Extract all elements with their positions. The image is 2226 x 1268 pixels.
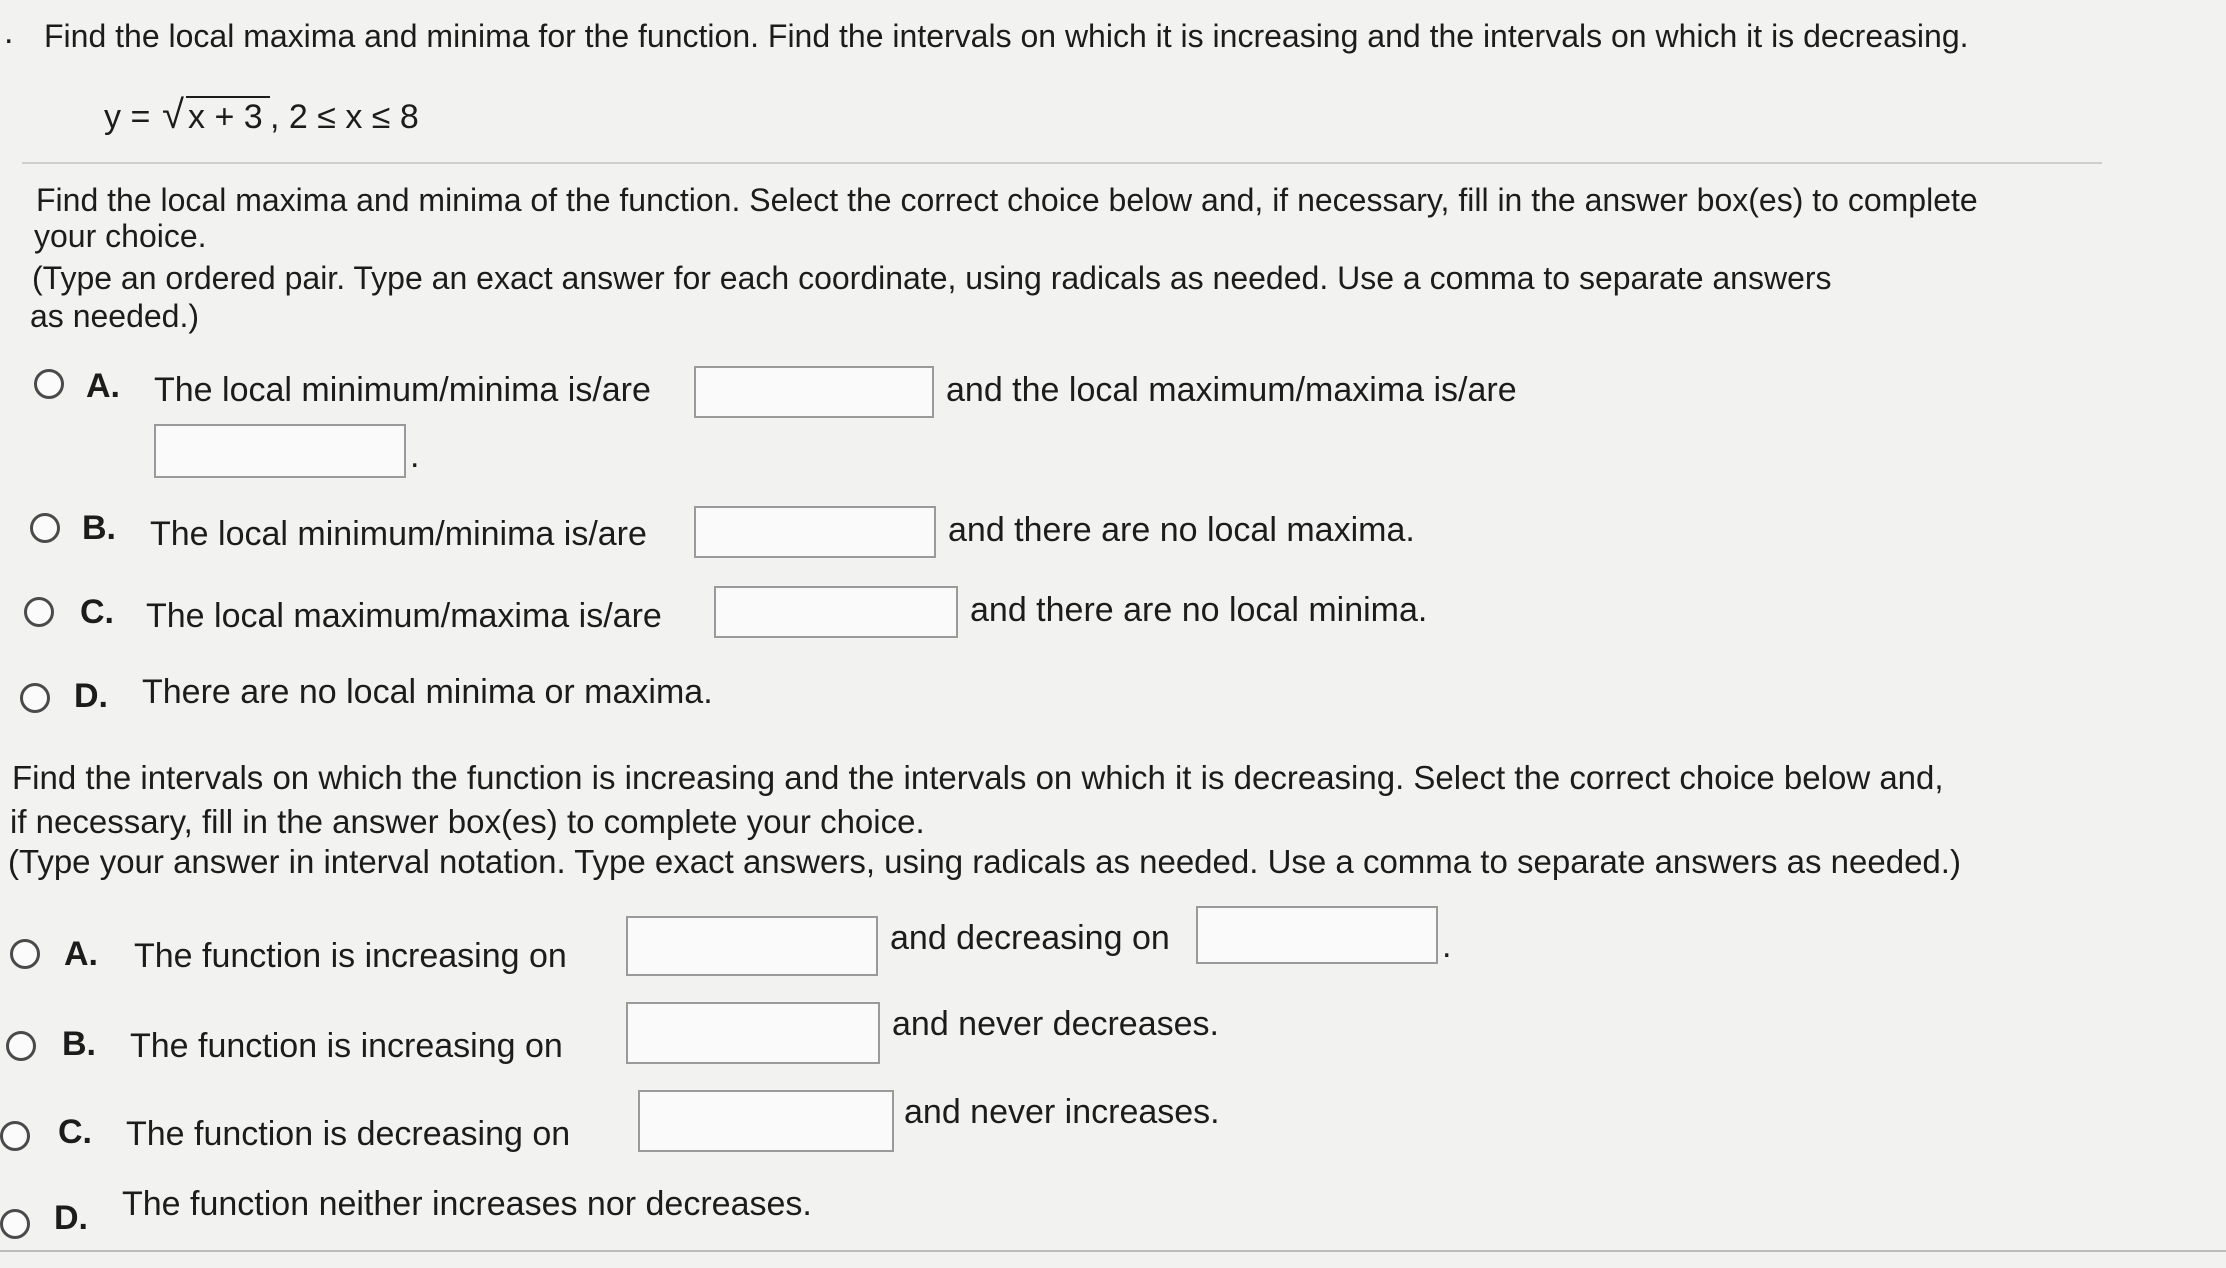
part2-choice-a-text-after: and decreasing on [890, 919, 1170, 957]
part2-choice-b-answer-box[interactable] [626, 1002, 880, 1064]
part1-instruction-line2: your choice. [34, 218, 207, 254]
formula-radicand: x + 3 [188, 98, 263, 136]
question-prompt: Find the local maxima and minima for the function. Find the intervals on which it is increasing and the intervals on which it is decreasing. [44, 18, 1969, 54]
part1-choice-b-text-after: and there are no local maxima. [948, 511, 1415, 549]
part2-choice-d-radio[interactable] [0, 1209, 30, 1239]
question-bullet: . [4, 13, 14, 51]
page-bottom-edge [0, 1250, 2226, 1252]
part2-choice-a-text: The function is increasing on [134, 937, 567, 975]
part1-choice-a-answer-box-2[interactable] [154, 424, 406, 478]
part1-instruction-line1: Find the local maxima and minima of the function. Select the correct choice below and, if necessary, fill in the answer box(es) to complete [36, 182, 1978, 218]
part1-choice-a-text: The local minimum/minima is/are [154, 371, 651, 409]
part2-choice-d-text: The function neither increases nor decreases. [122, 1185, 812, 1223]
part2-choice-a-answer-box-2[interactable] [1196, 906, 1438, 964]
part1-choice-d-text: There are no local minima or maxima. [142, 673, 713, 711]
part1-choice-b-radio[interactable] [30, 513, 60, 543]
part1-choice-a-answer-box-1[interactable] [694, 366, 934, 418]
part1-instruction-line3: (Type an ordered pair. Type an exact answer for each coordinate, using radicals as needed. Use a comma to separate answers [32, 260, 1832, 296]
part1-choice-c-text: The local maximum/maxima is/are [146, 597, 662, 635]
part2-choice-b-radio[interactable] [6, 1031, 36, 1061]
part1-choice-b-letter: B. [82, 509, 116, 547]
part2-choice-a-answer-box-1[interactable] [626, 916, 878, 976]
part2-choice-b-letter: B. [62, 1025, 96, 1063]
part2-choice-c-text: The function is decreasing on [126, 1115, 571, 1153]
formula-lhs: y = [104, 98, 151, 136]
part1-choice-d-letter: D. [74, 677, 108, 715]
part2-choice-a-period: . [1442, 927, 1452, 965]
part2-choice-b-text: The function is increasing on [130, 1027, 563, 1065]
part2-instruction-line2: if necessary, fill in the answer box(es) to complete your choice. [10, 803, 925, 840]
part2-choice-c-letter: C. [58, 1113, 92, 1151]
part1-choice-a-period: . [410, 437, 420, 475]
part1-choice-b-answer-box[interactable] [694, 506, 936, 558]
part2-choice-d-letter: D. [54, 1199, 88, 1237]
part1-choice-b-text: The local minimum/minima is/are [150, 515, 647, 553]
part1-instruction-line4: as needed.) [30, 298, 200, 334]
part2-choice-c-answer-box[interactable] [638, 1090, 894, 1152]
part1-choice-a-letter: A. [86, 367, 120, 405]
part1-choice-c-radio[interactable] [24, 597, 54, 627]
part2-instruction-line1: Find the intervals on which the function is increasing and the intervals on which it is decreasing. Select the correct choice below and, [12, 759, 1944, 796]
part2-choice-c-text-after: and never increases. [904, 1093, 1220, 1131]
part1-choice-c-answer-box[interactable] [714, 586, 958, 638]
part1-choice-c-letter: C. [80, 593, 114, 631]
formula-domain: , 2 ≤ x ≤ 8 [270, 98, 419, 136]
part2-instruction-line3: (Type your answer in interval notation. Type exact answers, using radicals as needed. Use a comma to separate answers as needed.) [8, 843, 1961, 880]
sqrt-sign-icon: √ [162, 93, 184, 137]
part1-choice-d-radio[interactable] [20, 683, 50, 713]
part2-choice-a-letter: A. [64, 935, 98, 973]
section-divider [22, 162, 2102, 164]
part2-choice-c-radio[interactable] [0, 1121, 30, 1151]
part1-choice-a-radio[interactable] [34, 369, 64, 399]
part2-choice-a-radio[interactable] [10, 939, 40, 969]
part2-choice-b-text-after: and never decreases. [892, 1005, 1219, 1043]
part1-choice-a-text-after: and the local maximum/maxima is/are [946, 371, 1517, 409]
part1-choice-c-text-after: and there are no local minima. [970, 591, 1428, 629]
